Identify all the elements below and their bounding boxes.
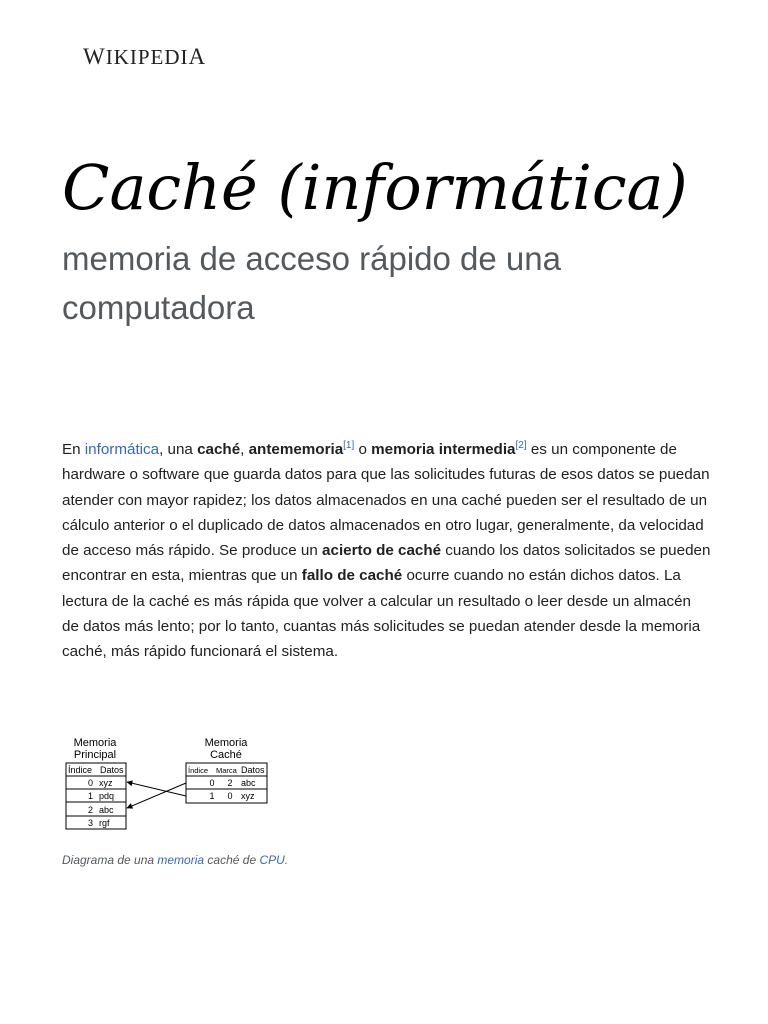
cache-row-0-tag: 2 [227,778,233,788]
main-row-1-data: pdq [99,791,115,801]
main-row-3-data: rgf [99,818,110,828]
main-header-data: Datos [100,765,124,775]
main-row-0-data: xyz [99,778,113,788]
main-row-1-index: 1 [87,791,93,801]
cache-row-0-data: abc [241,778,256,788]
main-header-index: Índice [68,765,93,775]
wikipedia-logo[interactable]: WIKIPEDIA [83,44,207,69]
cache-row-1-index: 1 [209,791,215,801]
main-row-2-index: 2 [87,805,93,815]
reference-2[interactable]: [2] [515,439,527,451]
main-memory-title-2: Principal [73,749,117,761]
link-cpu[interactable]: CPU [259,853,285,867]
cache-row-1-tag: 0 [227,791,233,801]
cache-row-0-index: 0 [209,778,215,788]
cache-header-tag: Marca [216,766,237,775]
term-acierto-de-cache: acierto de caché [322,542,442,560]
main-row-0-index: 0 [87,778,93,788]
link-memoria[interactable]: memoria [157,853,205,867]
arrow-cache-row1-to-main-row0 [127,782,186,796]
cache-row-1-data: xyz [241,791,255,801]
intro-paragraph: En informática, una caché, antememoria[1] o memoria intermedia[2] es un componente de hardware o software que guarda datos para que las solicitudes futuras de esos datos se puedan atender con mayor rapidez; los datos almacenados en una caché pueden ser el resultado de un cálculo anterior o el duplicado de datos almacenados en otro lugar, generalmente, da velocidad de acceso más rápido. Se produce un acierto de caché cuando los datos solicitados se pueden encontrar en esta, mientras que un fallo de caché ocurre cuando no están dichos datos. La lectura de la caché es más rápida que volver a calcular un resultado o leer desde un almacén de datos más lento; por lo tanto, cuantas más solicitudes se puedan atender desde la memoria caché, más rápido funcionará el sistema. [62,439,711,661]
term-memoria-intermedia: memoria intermedia [371,441,516,458]
reference-1[interactable]: [1] [343,439,355,451]
term-antememoria: antememoria [248,441,344,458]
main-row-3-index: 3 [87,818,93,828]
term-fallo-de-cache: fallo de caché [301,567,403,585]
main-memory-title-1: Memoria [73,737,117,749]
cache-header-data: Datos [241,765,265,775]
page-subtitle: memoria de acceso rápido de una computadora [62,240,561,326]
page-title: Caché (informática) [62,151,688,224]
term-cache: caché [197,441,241,458]
figure-caption: Diagrama de una memoria caché de CPU. [62,853,289,867]
main-row-2-data: abc [99,805,114,815]
cache-memory-title-1: Memoria [204,737,248,749]
link-informatica[interactable]: informática [84,441,160,458]
cache-memory-title-2: Caché [210,749,242,761]
arrow-cache-row0-to-main-row2 [127,783,186,808]
cache-header-index: Índice [188,766,209,775]
cache-diagram[interactable] [62,734,282,834]
